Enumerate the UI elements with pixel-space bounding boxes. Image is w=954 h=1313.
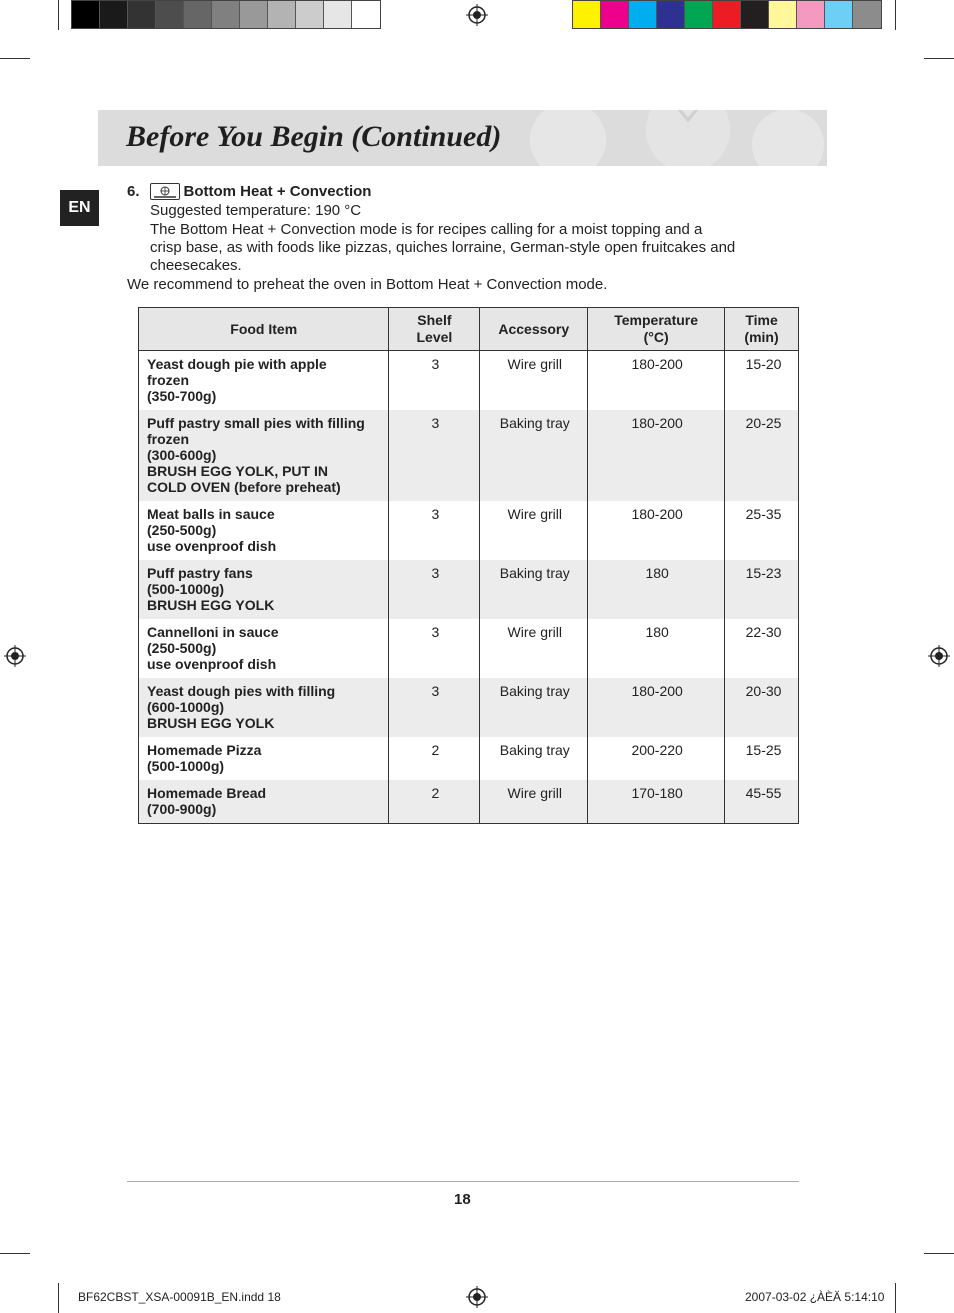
color-swatch [352, 1, 380, 28]
col-header-accessory: Accessory [480, 308, 588, 351]
color-swatch [853, 1, 881, 28]
cell-time: 20-30 [725, 678, 799, 737]
col-header-temperature: Temperature (°C) [588, 308, 725, 351]
food-line: Homemade Bread [147, 785, 267, 801]
food-line: Meat balls in sauce [147, 506, 275, 522]
color-swatch [573, 1, 601, 28]
date-slug: 2007-03-02 ¿ÀÈÄ 5:14:10 [745, 1290, 885, 1304]
cell-food-item [139, 678, 389, 737]
cell-shelf-level: 3 [389, 678, 480, 737]
color-swatch [825, 1, 853, 28]
food-line: use ovenproof dish [147, 538, 277, 554]
registration-mark-icon [466, 1286, 488, 1308]
col-header-time: Time (min) [725, 308, 799, 351]
cell-temperature: 180-200 [588, 678, 725, 737]
color-swatch [296, 1, 324, 28]
section-title: Bottom Heat + Convection [183, 183, 372, 200]
section-banner [98, 110, 827, 166]
food-line: use ovenproof dish [147, 656, 277, 672]
cell-accessory: Wire grill [480, 351, 588, 411]
food-line: BRUSH EGG YOLK, PUT IN [147, 463, 328, 479]
cell-time: 15-20 [725, 351, 799, 411]
process-color-bar [572, 0, 882, 29]
cell-temperature: 180-200 [588, 410, 725, 501]
food-line: frozen [147, 372, 189, 388]
food-line: COLD OVEN (before preheat) [147, 479, 341, 495]
color-swatch [324, 1, 352, 28]
food-line: frozen [147, 431, 189, 447]
food-line: Yeast dough pies with filling [147, 683, 336, 699]
table-row [139, 619, 799, 678]
cell-food-item [139, 619, 389, 678]
tomato-watermark-icon [478, 110, 827, 166]
cell-shelf-level: 2 [389, 737, 480, 780]
mode-description: crisp base, as with foods like pizzas, quiches lorraine, German-style open fruitcakes and [150, 239, 736, 256]
cell-food-item [139, 560, 389, 619]
cell-temperature: 180-200 [588, 351, 725, 411]
food-line: Puff pastry fans [147, 565, 253, 581]
grayscale-color-bar [71, 0, 381, 29]
color-swatch [72, 1, 100, 28]
cell-temperature: 200-220 [588, 737, 725, 780]
file-slug: BF62CBST_XSA-00091B_EN.indd 18 [78, 1290, 281, 1304]
mode-description: cheesecakes. [150, 257, 242, 274]
cell-temperature: 170-180 [588, 780, 725, 824]
cell-time: 45-55 [725, 780, 799, 824]
cell-shelf-level: 3 [389, 619, 480, 678]
cell-accessory: Wire grill [480, 501, 588, 560]
cell-shelf-level: 3 [389, 351, 480, 411]
suggested-temperature: Suggested temperature: 190 °C [150, 202, 362, 219]
table-header-row [139, 308, 799, 351]
crop-mark [895, 0, 896, 30]
registration-mark-icon [466, 4, 488, 26]
cell-shelf-level: 2 [389, 780, 480, 824]
crop-mark [58, 1283, 59, 1313]
color-swatch [240, 1, 268, 28]
crop-mark [895, 1283, 896, 1313]
food-line: (600-1000g) [147, 699, 225, 715]
cell-food-item [139, 780, 389, 824]
food-line: Cannelloni in sauce [147, 624, 279, 640]
table-row [139, 678, 799, 737]
crop-mark [0, 58, 30, 59]
col-header-shelf: Shelf Level [389, 308, 480, 351]
language-tab: EN [60, 190, 99, 226]
cell-time: 15-23 [725, 560, 799, 619]
cell-time: 15-25 [725, 737, 799, 780]
table-row [139, 737, 799, 780]
cooking-table [138, 307, 799, 824]
crop-mark [924, 1253, 954, 1254]
color-swatch [629, 1, 657, 28]
food-line: Homemade Pizza [147, 742, 262, 758]
col-header-food: Food Item [139, 308, 389, 351]
color-swatch [685, 1, 713, 28]
color-swatch [184, 1, 212, 28]
cell-accessory: Baking tray [480, 737, 588, 780]
color-swatch [741, 1, 769, 28]
crop-mark [924, 58, 954, 59]
color-swatch [100, 1, 128, 28]
food-line: (500-1000g) [147, 581, 225, 597]
cell-accessory: Wire grill [480, 780, 588, 824]
bottom-heat-convection-icon [150, 183, 180, 200]
cell-shelf-level: 3 [389, 560, 480, 619]
cell-accessory: Wire grill [480, 619, 588, 678]
food-line: (700-900g) [147, 801, 217, 817]
mode-description: The Bottom Heat + Convection mode is for recipes calling for a moist topping and a [150, 221, 703, 238]
color-swatch [156, 1, 184, 28]
cell-accessory: Baking tray [480, 678, 588, 737]
color-swatch [657, 1, 685, 28]
food-line: (300-600g) [147, 447, 217, 463]
table-row [139, 351, 799, 411]
cell-shelf-level: 3 [389, 501, 480, 560]
food-line: (500-1000g) [147, 758, 225, 774]
preheat-recommendation: We recommend to preheat the oven in Bottom Heat + Convection mode. [127, 276, 608, 293]
cell-time: 22-30 [725, 619, 799, 678]
table-row [139, 501, 799, 560]
color-swatch [212, 1, 240, 28]
table-row [139, 780, 799, 824]
cell-temperature: 180 [588, 560, 725, 619]
food-line: (350-700g) [147, 388, 217, 404]
cell-food-item [139, 351, 389, 411]
cell-food-item [139, 410, 389, 501]
color-swatch [601, 1, 629, 28]
table-row [139, 410, 799, 501]
cell-temperature: 180 [588, 619, 725, 678]
food-line: Yeast dough pie with apple [147, 356, 327, 372]
footer-divider [127, 1181, 799, 1182]
food-line: Puff pastry small pies with filling [147, 415, 365, 431]
food-line: (250-500g) [147, 640, 217, 656]
page-number: 18 [454, 1191, 471, 1208]
color-swatch [797, 1, 825, 28]
cell-food-item [139, 501, 389, 560]
food-line: (250-500g) [147, 522, 217, 538]
color-swatch [128, 1, 156, 28]
section-heading [127, 183, 371, 200]
section-number: 6. [127, 183, 140, 200]
food-line: BRUSH EGG YOLK [147, 715, 275, 731]
registration-mark-icon [4, 645, 26, 667]
cell-food-item [139, 737, 389, 780]
registration-mark-icon [928, 645, 950, 667]
cell-temperature: 180-200 [588, 501, 725, 560]
food-line: BRUSH EGG YOLK [147, 597, 275, 613]
color-swatch [268, 1, 296, 28]
page-title: Before You Begin (Continued) [126, 120, 502, 153]
table-row [139, 560, 799, 619]
cell-time: 25-35 [725, 501, 799, 560]
cell-shelf-level: 3 [389, 410, 480, 501]
color-swatch [713, 1, 741, 28]
cell-time: 20-25 [725, 410, 799, 501]
crop-mark [58, 0, 59, 30]
cell-accessory: Baking tray [480, 410, 588, 501]
cell-accessory: Baking tray [480, 560, 588, 619]
color-swatch [769, 1, 797, 28]
crop-mark [0, 1253, 30, 1254]
